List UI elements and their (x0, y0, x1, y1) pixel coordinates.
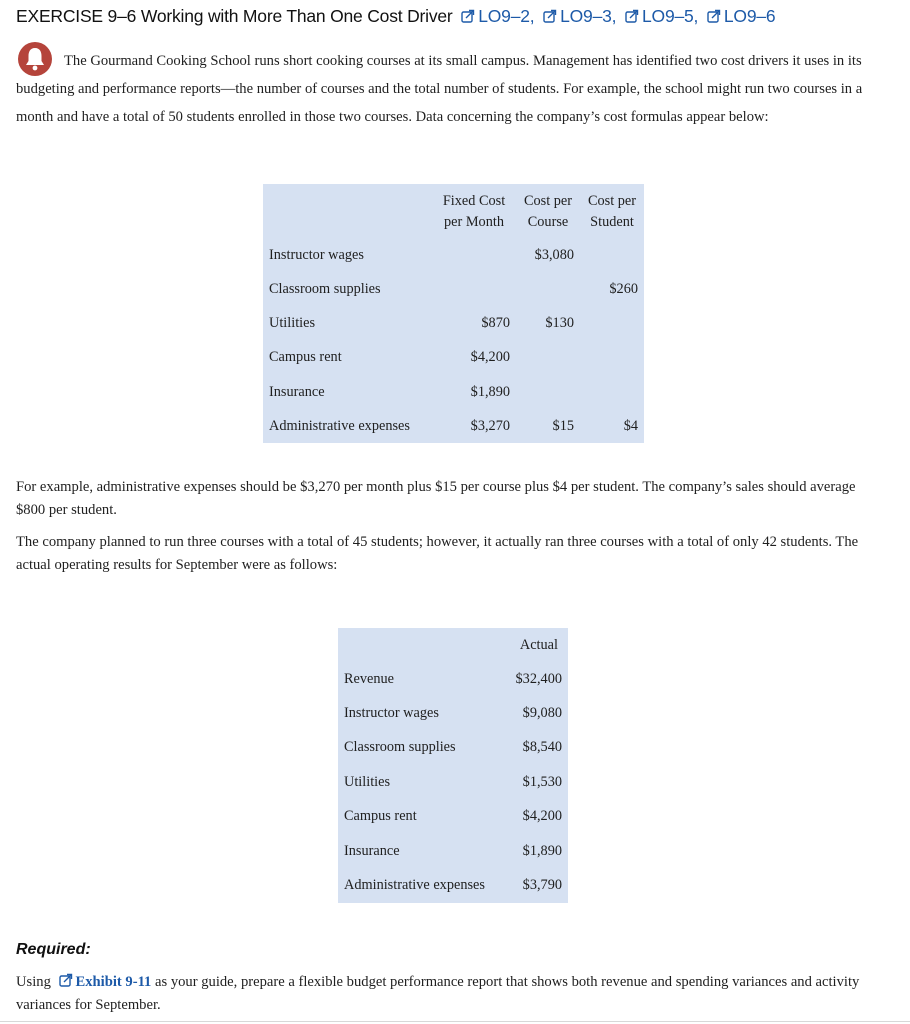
fixed-cost-cell: $4,200 (470, 349, 510, 366)
actual-value-cell: $1,890 (522, 842, 562, 859)
row-label: Campus rent (344, 808, 417, 825)
student-cost-cell: $4 (623, 417, 638, 434)
table-row (263, 272, 644, 306)
row-label: Classroom supplies (344, 739, 456, 756)
actual-value-cell: $4,200 (522, 808, 562, 825)
table-row (263, 306, 644, 340)
row-label: Classroom supplies (269, 280, 381, 297)
table-header-blank (338, 628, 504, 662)
student-cost-cell (580, 239, 644, 272)
actual-value-cell: $1,530 (522, 773, 562, 790)
student-cost-cell (580, 306, 644, 340)
course-cost-cell: $15 (552, 417, 574, 434)
cost-formula-table (263, 184, 644, 443)
fixed-cost-cell (432, 272, 516, 306)
student-cost-cell (580, 341, 644, 375)
course-cost-cell (516, 375, 580, 409)
exercise-heading: EXERCISE 9–6 Working with More Than One Cost Driver (16, 6, 453, 26)
table-row (338, 696, 568, 730)
row-label: Instructor wages (344, 705, 439, 722)
table-row (263, 341, 644, 375)
table-row (338, 731, 568, 765)
table-row (338, 765, 568, 799)
learning-objective-link[interactable]: LO9–3, (560, 6, 617, 26)
external-link-icon[interactable] (707, 9, 721, 23)
row-label: Insurance (344, 842, 400, 859)
course-cost-cell (516, 341, 580, 375)
learning-objective-link[interactable]: LO9–6 (723, 6, 776, 26)
table-header: Actual (519, 636, 558, 653)
row-label: Utilities (344, 773, 391, 790)
student-cost-cell (580, 375, 644, 409)
actual-value-cell: $8,540 (522, 739, 562, 756)
table-row (263, 239, 644, 272)
course-cost-cell: $3,080 (534, 247, 574, 263)
row-label: Administrative expenses (344, 877, 485, 894)
row-label: Insurance (269, 383, 325, 400)
fixed-cost-cell (432, 239, 516, 272)
course-cost-cell: $130 (545, 314, 574, 331)
external-link-icon[interactable] (543, 9, 557, 23)
external-link-icon[interactable] (461, 9, 475, 23)
table-row (338, 662, 568, 696)
table-header: Cost per Student (587, 192, 637, 230)
table-row (338, 868, 568, 902)
course-cost-cell (516, 272, 580, 306)
actual-value-cell: $9,080 (522, 705, 562, 722)
table-header: Cost per Course (523, 192, 573, 230)
intro-paragraph: The Gourmand Cooking School runs short cooking courses at its small campus. Management has identified two cost drivers it uses in its budgeting and performance reports—the number of courses and the total number of students. For example, the school might run two courses in a month and have a total of 50 students enrolled in those two courses. Data concerning the company’s cost formulas appear below: (16, 53, 863, 125)
table-row (338, 800, 568, 834)
actual-value-cell: $32,400 (515, 670, 562, 687)
exercise-title (16, 6, 775, 27)
student-cost-cell: $260 (609, 280, 638, 297)
learning-objective-link[interactable]: LO9–5, (642, 6, 699, 26)
table-header-blank (263, 184, 432, 239)
fixed-cost-cell: $1,890 (470, 383, 510, 400)
bottom-divider (0, 1021, 910, 1022)
external-link-icon[interactable] (59, 973, 73, 987)
actual-results-table (338, 628, 568, 903)
row-label: Campus rent (269, 349, 342, 366)
row-label: Instructor wages (269, 247, 364, 263)
row-label: Utilities (269, 314, 316, 331)
fixed-cost-cell: $870 (481, 314, 510, 331)
external-link-icon[interactable] (625, 9, 639, 23)
row-label: Administrative expenses (269, 417, 410, 434)
exhibit-link[interactable]: Exhibit 9-11 (75, 974, 152, 990)
required-heading: Required: (16, 941, 91, 958)
learning-objective-link[interactable]: LO9–2, (478, 6, 535, 26)
example-paragraph: For example, administrative expenses should be $3,270 per month plus $15 per course plus $4 per student. The company’s sales should average $800 per student. (16, 479, 856, 518)
plan-paragraph: The company planned to run three courses with a total of 45 students; however, it actually ran three courses with a total of only 42 students. The actual operating results for September were as follows: (16, 534, 859, 573)
fixed-cost-cell: $3,270 (470, 417, 510, 434)
table-header: Fixed Cost per Month (442, 192, 506, 230)
table-row (263, 409, 644, 443)
actual-value-cell: $3,790 (522, 877, 562, 894)
row-label: Revenue (344, 670, 395, 687)
table-row (263, 375, 644, 409)
required-paragraph: Using Exhibit 9-11 as your guide, prepare a flexible budget performance report that shows both revenue and spending variances and activity variances for September. (16, 974, 860, 1013)
table-row (338, 834, 568, 868)
